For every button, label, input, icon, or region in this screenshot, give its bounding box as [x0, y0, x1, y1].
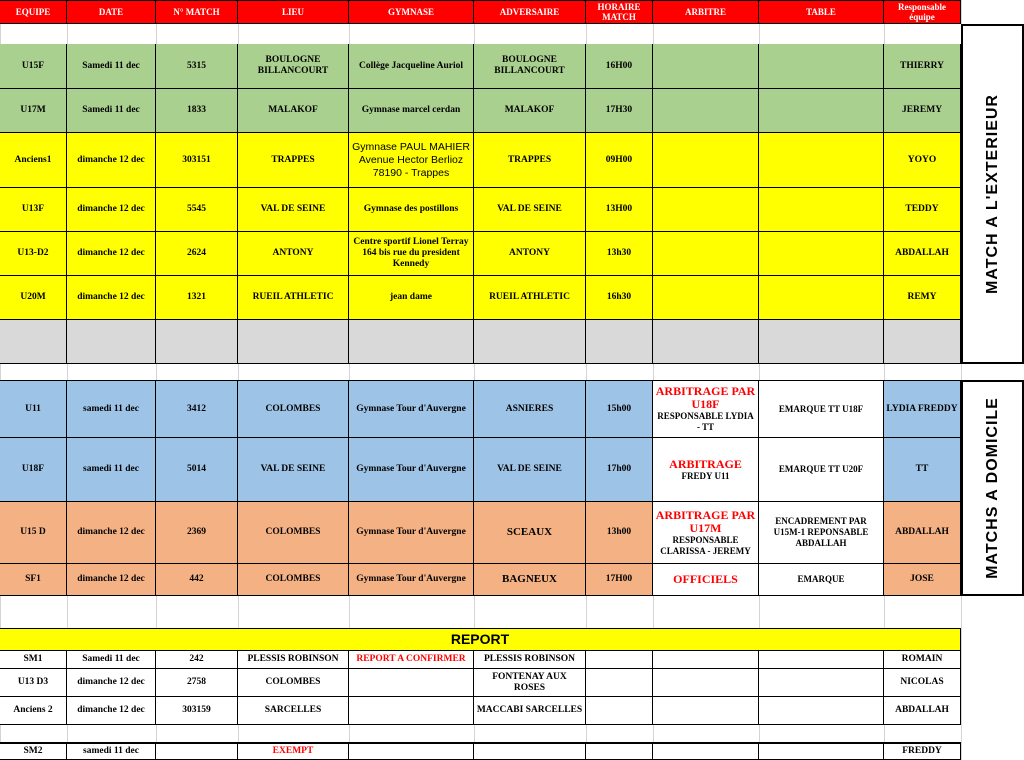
away-table-cell — [759, 44, 884, 89]
report-num-cell: 242 — [156, 651, 238, 669]
home-team-cell: U18F — [0, 438, 67, 502]
header-cell: TABLE — [759, 0, 884, 24]
away-gym-cell: Collège Jacqueline Auriol — [349, 44, 474, 89]
report-table-cell — [759, 742, 884, 760]
report-table-cell — [759, 669, 884, 697]
home-arbitre-cell — [653, 564, 759, 596]
home-gym-cell: Gymnase Tour d'Auvergne — [349, 381, 474, 438]
report-time-cell — [586, 669, 653, 697]
away-num-cell: 1833 — [156, 89, 238, 133]
home-adv-cell: BAGNEUX — [474, 564, 586, 596]
report-team-cell: SM2 — [0, 742, 67, 760]
report-arb-cell — [653, 669, 759, 697]
report-arb-cell — [653, 697, 759, 725]
away-date-cell: dimanche 12 dec — [67, 276, 156, 320]
report-resp-cell: NICOLAS — [884, 669, 961, 697]
empty-cell — [586, 320, 653, 364]
empty-cell — [0, 320, 67, 364]
away-gym-cell: Gymnase des postillons — [349, 188, 474, 232]
report-title: REPORT — [0, 628, 961, 651]
away-date-cell: Samedi 11 dec — [67, 44, 156, 89]
report-gym-cell — [349, 742, 474, 760]
home-date-cell: dimanche 12 dec — [67, 564, 156, 596]
header-cell: ADVERSAIRE — [474, 0, 586, 24]
away-num-cell: 1321 — [156, 276, 238, 320]
away-team-cell: U20M — [0, 276, 67, 320]
away-num-cell: 2624 — [156, 232, 238, 276]
header-cell: ARBITRE — [653, 0, 759, 24]
away-gym-cell: Gymnase PAUL MAHIER Avenue Hector Berlioz 78190 - Trappes — [349, 133, 474, 188]
away-lieu-cell: TRAPPES — [238, 133, 349, 188]
empty-cell — [653, 320, 759, 364]
away-resp-cell: ABDALLAH — [884, 232, 961, 276]
empty-cell — [884, 320, 961, 364]
home-date-cell: dimanche 12 dec — [67, 502, 156, 564]
empty-cell — [156, 320, 238, 364]
away-gym-cell: Gymnase marcel cerdan — [349, 89, 474, 133]
away-time-cell: 09H00 — [586, 133, 653, 188]
away-arb-cell — [653, 232, 759, 276]
report-adv-cell — [474, 742, 586, 760]
away-adv-cell: VAL DE SEINE — [474, 188, 586, 232]
away-resp-cell: JEREMY — [884, 89, 961, 133]
report-date-cell: dimanche 12 dec — [67, 697, 156, 725]
report-table-cell — [759, 651, 884, 669]
away-resp-cell: TEDDY — [884, 188, 961, 232]
home-section-label — [961, 380, 1024, 596]
away-table-cell — [759, 232, 884, 276]
report-lieu-cell: EXEMPT — [238, 742, 349, 760]
away-arb-cell — [653, 133, 759, 188]
home-resp-cell: JOSE — [884, 564, 961, 596]
home-lieu-cell: COLOMBES — [238, 564, 349, 596]
away-date-cell: Samedi 11 dec — [67, 89, 156, 133]
away-arb-cell — [653, 188, 759, 232]
away-adv-cell: TRAPPES — [474, 133, 586, 188]
empty-cell — [67, 320, 156, 364]
report-resp-cell: ROMAIN — [884, 651, 961, 669]
away-adv-cell: RUEIL ATHLETIC — [474, 276, 586, 320]
away-team-cell: U13-D2 — [0, 232, 67, 276]
arbitre-title: ARBITRAGE PAR U17M — [655, 507, 756, 535]
report-table-cell — [759, 697, 884, 725]
report-adv-cell: FONTENAY AUX ROSES — [474, 669, 586, 697]
home-arbitre-cell — [653, 381, 759, 438]
header-cell: GYMNASE — [349, 0, 474, 24]
home-gym-cell: Gymnase Tour d'Auvergne — [349, 564, 474, 596]
away-date-cell: dimanche 12 dec — [67, 188, 156, 232]
away-arb-cell — [653, 44, 759, 89]
report-team-cell: Anciens 2 — [0, 697, 67, 725]
away-num-cell: 5545 — [156, 188, 238, 232]
away-table-cell — [759, 188, 884, 232]
home-table-cell: EMARQUE TT U18F — [759, 381, 884, 438]
away-section-label — [961, 24, 1024, 364]
away-team-cell: Anciens1 — [0, 133, 67, 188]
report-num-cell — [156, 742, 238, 760]
arbitre-detail: RESPONSABLE CLARISSA - JEREMY — [660, 534, 751, 556]
report-team-cell: SM1 — [0, 651, 67, 669]
away-lieu-cell: BOULOGNE BILLANCOURT — [238, 44, 349, 89]
away-lieu-cell: VAL DE SEINE — [238, 188, 349, 232]
away-table-cell — [759, 133, 884, 188]
report-lieu-cell: PLESSIS ROBINSON — [238, 651, 349, 669]
away-time-cell: 13H00 — [586, 188, 653, 232]
report-team-cell: U13 D3 — [0, 669, 67, 697]
home-table-cell: ENCADREMENT PAR U15M-1 REPONSABLE ABDALLAH — [759, 502, 884, 564]
away-resp-cell: YOYO — [884, 133, 961, 188]
away-resp-cell: REMY — [884, 276, 961, 320]
away-lieu-cell: RUEIL ATHLETIC — [238, 276, 349, 320]
away-date-cell: dimanche 12 dec — [67, 133, 156, 188]
arbitre-detail: RESPONSABLE LYDIA - TT — [657, 411, 754, 432]
home-top-border — [0, 380, 961, 381]
home-adv-cell: VAL DE SEINE — [474, 438, 586, 502]
away-time-cell: 16h30 — [586, 276, 653, 320]
away-num-cell: 5315 — [156, 44, 238, 89]
report-gym-cell — [349, 697, 474, 725]
away-label-text: MATCH A L'EXTERIEUR — [983, 94, 1001, 294]
away-time-cell: 13h30 — [586, 232, 653, 276]
header-cell: N° MATCH — [156, 0, 238, 24]
header-cell: Responsable équipe — [884, 0, 961, 24]
report-adv-cell: MACCABI SARCELLES — [474, 697, 586, 725]
arbitre-detail: FREDY U11 — [681, 470, 730, 481]
away-time-cell: 17H30 — [586, 89, 653, 133]
header-top-border — [0, 0, 961, 1]
report-date-cell: samedi 11 dec — [67, 742, 156, 760]
arbitre-title: OFFICIELS — [673, 572, 738, 586]
away-lieu-cell: ANTONY — [238, 232, 349, 276]
away-lieu-cell: MALAKOF — [238, 89, 349, 133]
report-lieu-cell: SARCELLES — [238, 697, 349, 725]
empty-cell — [238, 320, 349, 364]
home-arbitre-cell — [653, 438, 759, 502]
home-gym-cell: Gymnase Tour d'Auvergne — [349, 438, 474, 502]
header-cell: LIEU — [238, 0, 349, 24]
home-resp-cell: ABDALLAH — [884, 502, 961, 564]
header-cell: HORAIRE MATCH — [586, 0, 653, 24]
home-date-cell: samedi 11 dec — [67, 381, 156, 438]
empty-cell — [474, 320, 586, 364]
home-team-cell: U11 — [0, 381, 67, 438]
home-time-cell: 15h00 — [586, 381, 653, 438]
report-lieu-cell: COLOMBES — [238, 669, 349, 697]
away-table-cell — [759, 276, 884, 320]
home-num-cell: 2369 — [156, 502, 238, 564]
home-resp-cell: LYDIA FREDDY — [884, 381, 961, 438]
report-num-cell: 303159 — [156, 697, 238, 725]
arbitre-title: ARBITRAGE PAR U18F — [655, 384, 756, 411]
report-time-cell — [586, 742, 653, 760]
away-team-cell: U13F — [0, 188, 67, 232]
home-num-cell: 5014 — [156, 438, 238, 502]
home-table-cell: EMARQUE TT U20F — [759, 438, 884, 502]
home-num-cell: 442 — [156, 564, 238, 596]
report-date-cell: dimanche 12 dec — [67, 669, 156, 697]
away-gym-cell: jean dame — [349, 276, 474, 320]
home-lieu-cell: COLOMBES — [238, 381, 349, 438]
home-time-cell: 13h00 — [586, 502, 653, 564]
home-resp-cell: TT — [884, 438, 961, 502]
empty-cell — [759, 320, 884, 364]
arbitre-title: ARBITRAGE — [669, 456, 742, 471]
empty-cell — [349, 320, 474, 364]
away-team-cell: U17M — [0, 89, 67, 133]
home-team-cell: SF1 — [0, 564, 67, 596]
report-resp-cell: FREDDY — [884, 742, 961, 760]
away-arb-cell — [653, 89, 759, 133]
home-adv-cell: ASNIERES — [474, 381, 586, 438]
report-adv-cell: PLESSIS ROBINSON — [474, 651, 586, 669]
report-date-cell: Samedi 11 dec — [67, 651, 156, 669]
home-num-cell: 3412 — [156, 381, 238, 438]
report-num-cell: 2758 — [156, 669, 238, 697]
away-resp-cell: THIERRY — [884, 44, 961, 89]
away-adv-cell: MALAKOF — [474, 89, 586, 133]
home-lieu-cell: COLOMBES — [238, 502, 349, 564]
away-gym-cell: Centre sportif Lionel Terray 164 bis rue du president Kennedy — [349, 232, 474, 276]
home-date-cell: samedi 11 dec — [67, 438, 156, 502]
report-gym-cell — [349, 669, 474, 697]
home-team-cell: U15 D — [0, 502, 67, 564]
home-arbitre-cell — [653, 502, 759, 564]
report-arb-cell — [653, 742, 759, 760]
away-team-cell: U15F — [0, 44, 67, 89]
report-gym-cell: REPORT A CONFIRMER — [349, 651, 474, 669]
away-time-cell: 16H00 — [586, 44, 653, 89]
home-time-cell: 17H00 — [586, 564, 653, 596]
home-label-text: MATCHS A DOMICILE — [983, 397, 1001, 579]
away-arb-cell — [653, 276, 759, 320]
home-gym-cell: Gymnase Tour d'Auvergne — [349, 502, 474, 564]
away-num-cell: 303151 — [156, 133, 238, 188]
header-cell: DATE — [67, 0, 156, 24]
home-time-cell: 17h00 — [586, 438, 653, 502]
away-adv-cell: ANTONY — [474, 232, 586, 276]
report-resp-cell: ABDALLAH — [884, 697, 961, 725]
report-time-cell — [586, 651, 653, 669]
home-table-cell: EMARQUE — [759, 564, 884, 596]
header-cell: EQUIPE — [0, 0, 67, 24]
away-adv-cell: BOULOGNE BILLANCOURT — [474, 44, 586, 89]
report-arb-cell — [653, 651, 759, 669]
home-adv-cell: SCEAUX — [474, 502, 586, 564]
away-table-cell — [759, 89, 884, 133]
report-time-cell — [586, 697, 653, 725]
away-date-cell: dimanche 12 dec — [67, 232, 156, 276]
home-lieu-cell: VAL DE SEINE — [238, 438, 349, 502]
